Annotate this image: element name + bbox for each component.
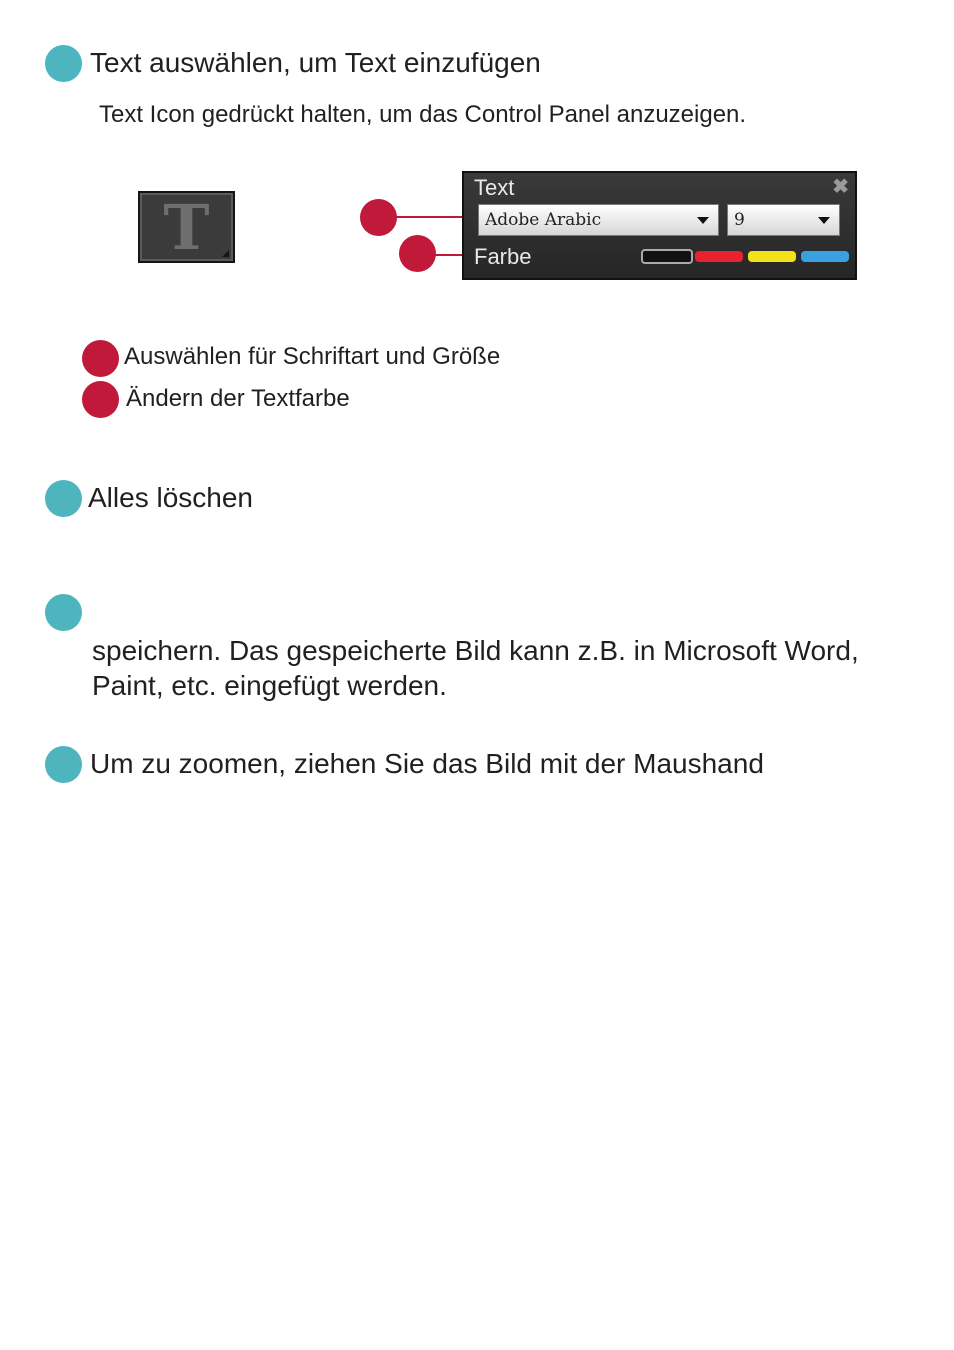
legend-marker-2: [82, 381, 119, 418]
size-select-value: 9: [734, 210, 745, 230]
font-select-value: Adobe Arabic: [485, 210, 602, 230]
size-select[interactable]: [727, 204, 840, 236]
section-bullet: [45, 480, 82, 517]
section-heading-text: Text auswählen, um Text einzufügen: [90, 47, 541, 78]
chevron-down-icon: [818, 217, 830, 224]
swatch-black[interactable]: [641, 249, 693, 264]
legend-item-1: Auswählen für Schriftart und Größe: [124, 343, 501, 370]
corner-indicator-icon: [222, 250, 229, 257]
chevron-down-icon: [697, 217, 709, 224]
panel-title: Text: [474, 175, 515, 200]
section-bullet: [45, 594, 82, 631]
section-heading-text: Um zu zoomen, ziehen Sie das Bild mit der Maushand: [90, 748, 764, 779]
callout-marker-1: [360, 199, 397, 236]
swatch-red[interactable]: [695, 251, 743, 262]
paragraph-line-2: Paint, etc. eingefügt werden.: [92, 670, 447, 701]
swatch-blue[interactable]: [801, 251, 849, 262]
text-tool-icon[interactable]: [138, 191, 235, 263]
close-icon[interactable]: ✖: [832, 176, 849, 198]
swatch-yellow[interactable]: [748, 251, 796, 262]
section-bullet: [45, 746, 82, 783]
text-control-panel: [462, 171, 857, 280]
text-tool-glyph: T: [163, 191, 210, 264]
paragraph-line-1: speichern. Das gespeicherte Bild kann z.B. in Microsoft Word,: [92, 635, 859, 666]
callout-marker-2: [399, 235, 436, 272]
legend-marker-1: [82, 340, 119, 377]
legend-item-2: Ändern der Textfarbe: [126, 385, 350, 412]
font-select[interactable]: [478, 204, 719, 236]
section-heading-text: Alles löschen: [88, 482, 253, 513]
instruction-text: Text Icon gedrückt halten, um das Control Panel anzuzeigen.: [99, 101, 747, 128]
section-bullet: [45, 45, 82, 82]
color-label: Farbe: [474, 244, 532, 269]
